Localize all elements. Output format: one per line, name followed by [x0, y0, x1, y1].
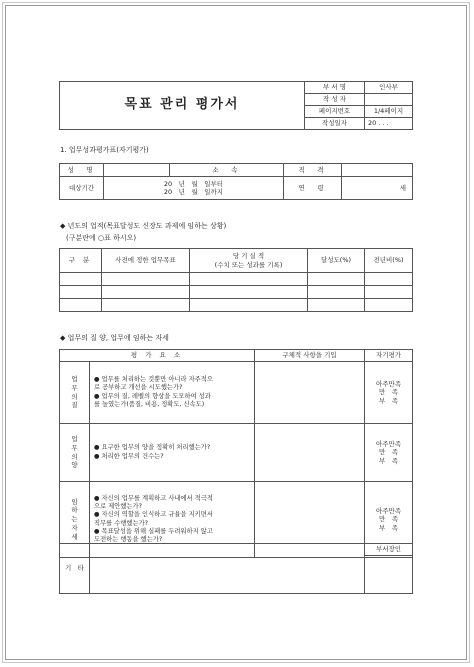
rating-options[interactable]: 아주만족 만 족 부 족 [365, 424, 413, 482]
table-cell[interactable] [365, 299, 413, 312]
col-result-subtitle: (수치 또는 성과를 기록) [214, 260, 283, 269]
period-from: 20 년 월 일부터 [163, 179, 224, 188]
approval-label: 작 성 자 [305, 94, 365, 106]
table-cell[interactable] [190, 273, 308, 286]
period-label: 대상기간 [60, 177, 104, 200]
performance-info-table [59, 163, 413, 200]
col-achievement-rate: 달성도(%) [308, 249, 365, 273]
list-item: 로 공부하고 개선을 시도했는가? [94, 384, 183, 392]
table-cell[interactable] [190, 286, 308, 299]
period-to: 20 년 월 일까지 [163, 188, 224, 196]
other-label: 기 타 [60, 544, 90, 594]
approval-label: 페이지번호 [305, 106, 365, 118]
name-field[interactable] [104, 164, 170, 177]
approval-label: 작성일자 [305, 118, 365, 130]
col-result [190, 249, 308, 273]
table-cell[interactable] [102, 299, 190, 312]
approval-value: 1/4페이지 [365, 106, 413, 118]
list-item: ● 자신의 역할을 인식하고 규율을 지키면서 [94, 511, 213, 519]
age-unit: 세 [342, 177, 413, 200]
dept-label: 소 속 [170, 164, 284, 177]
table-cell[interactable] [365, 273, 413, 286]
list-item: 도전하는 행동을 했는가? [94, 535, 163, 543]
col-result-title: 당 기 실 적 [232, 252, 265, 261]
approval-value: 인사부 [365, 82, 413, 94]
manager-seal-label: 부서장인 [365, 544, 413, 556]
rating-options[interactable]: 아주만족 만 족 부 족 [365, 482, 413, 558]
document-title: 목표 관리 평가서 [60, 82, 305, 130]
list-item: ● 요구한 업무의 양을 정확히 처리했는가? [94, 444, 211, 452]
table-cell[interactable] [308, 299, 365, 312]
name-label: 성 명 [60, 164, 104, 177]
header-table [59, 81, 413, 130]
list-item: ● 목표달성을 위해 실패를 두려워하지 않고 [94, 527, 213, 535]
approval-label: 부 서 명 [305, 82, 365, 94]
period-field[interactable] [104, 177, 284, 200]
table-cell[interactable] [60, 273, 102, 286]
list-item: ● 업무의 질, 레벨의 향상을 도모하여 성과 [94, 392, 211, 400]
position-field[interactable] [342, 164, 413, 177]
quality-items [90, 362, 255, 424]
list-item: 를 높였는가(품질, 비용, 정확도, 신속도) [94, 400, 205, 408]
col-goal: 사전에 정한 업무목표 [102, 249, 190, 273]
table-cell[interactable] [308, 273, 365, 286]
other-field[interactable] [90, 544, 365, 594]
list-item: 직무를 수행했는가? [94, 519, 149, 527]
section3-heading: ◆ 업무의 질 양, 업무에 임하는 자세 [60, 334, 169, 342]
details-field[interactable] [255, 362, 365, 424]
other-table [59, 543, 413, 594]
table-cell[interactable] [308, 286, 365, 299]
approval-value [365, 94, 413, 106]
section2-heading: ◆ 년도의 업적(목표달성도 신장도 과제에 임하는 상황) [60, 222, 227, 230]
evaluation-table [59, 349, 413, 558]
table-cell[interactable] [102, 273, 190, 286]
manager-seal-box[interactable] [365, 556, 413, 594]
category-quality: 업무의질 [60, 362, 90, 424]
rating-options[interactable]: 아주만족 만 족 부 족 [365, 362, 413, 424]
list-item: 으로 제안했는가? [94, 503, 142, 511]
col-self-eval: 자기평가 [365, 350, 413, 362]
list-item: ● 자신의 업무를 계획하고 사내에서 적극적 [94, 494, 213, 502]
list-item: ● 업무를 처리하는 것뿐만 아니라 자주적으 [94, 376, 213, 384]
table-cell[interactable] [60, 286, 102, 299]
details-field[interactable] [255, 424, 365, 482]
position-label: 직 격 [284, 164, 342, 177]
table-cell[interactable] [102, 286, 190, 299]
col-yoy-rate: 전년비(%) [365, 249, 413, 273]
col-eval-factor: 평 가 요 소 [60, 350, 255, 362]
table-cell[interactable] [60, 299, 102, 312]
category-quantity: 업무의양 [60, 424, 90, 482]
age-label: 연 령 [284, 177, 342, 200]
section2-note: (구분란에 ○표 하시오) [66, 234, 137, 242]
col-category: 구 분 [60, 249, 102, 273]
list-item: ● 처리한 업무의 건수는? [94, 452, 164, 460]
table-cell[interactable] [190, 299, 308, 312]
col-details: 구체적 사항을 기입 [255, 350, 365, 362]
achievement-table [59, 248, 413, 312]
quantity-items [90, 424, 255, 482]
category-attitude: 임하는자세 [60, 482, 90, 558]
approval-value: 20 . . . [365, 118, 413, 130]
table-cell[interactable] [365, 286, 413, 299]
section1-heading: 1. 업무성과평가표(자기평가) [60, 146, 149, 154]
